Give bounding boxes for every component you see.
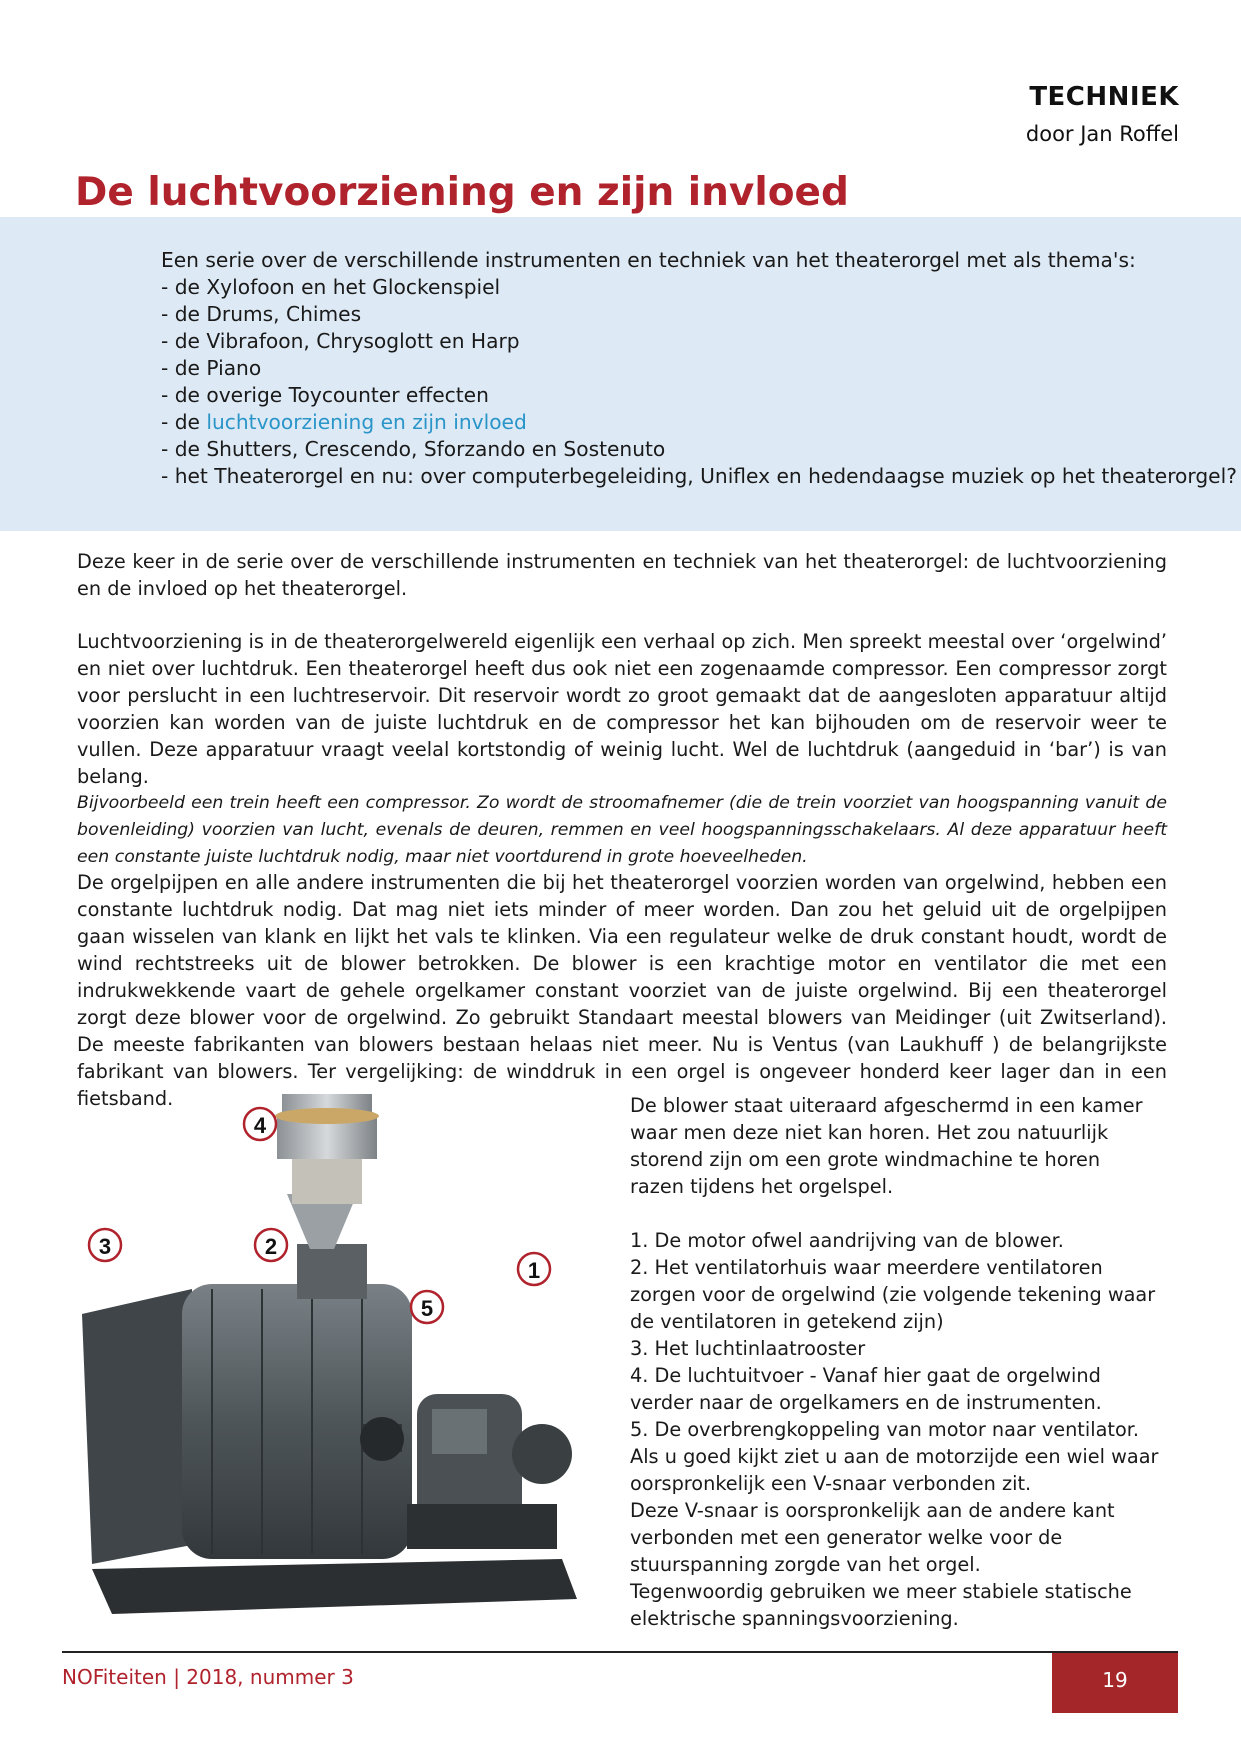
italic-example-note: Bijvoorbeeld een trein heeft een compressor. Zo wordt de stroomafnemer (die de trein voorziet van hoogspanning vanuit de bovenleiding) voorzien van lucht, evenals de deuren, remmen en veel hoogspanningsschakelaars. Al deze apparatuur heeft een constante juiste luchtdruk nodig, maar niet voortdurend in grote hoeveelheden.	[77, 793, 1167, 867]
blower-description-column	[630, 1092, 1160, 1632]
callout-marker-1	[518, 1253, 550, 1285]
body-paragraph-luchtvoorziening	[77, 628, 1167, 871]
series-item-current-label: luchtvoorziening en zijn invloed	[206, 410, 527, 434]
paragraph: Deze keer in de serie over de verschillende instrumenten en techniek van het theaterorgel: de luchtvoorziening en de invloed op het theaterorgel.	[77, 550, 1167, 600]
footer-publication: NOFiteiten | 2018, nummer 3	[62, 1665, 354, 1689]
article-title: De luchtvoorziening en zijn invloed	[75, 170, 849, 215]
series-intro-lead: Een serie over de verschillende instrumenten en techniek van het theaterorgel met als thema's:	[161, 248, 1136, 272]
body-paragraph-intro	[77, 548, 1167, 602]
callout-label: 3	[98, 1234, 112, 1259]
spacer	[630, 1200, 1160, 1227]
author-byline: door Jan Roffel	[1025, 122, 1179, 146]
series-item: - het Theaterorgel en nu: over computerbegeleiding, Uniflex en hedendaagse muziek op het theaterorgel?	[161, 464, 1237, 488]
callout-marker-5	[411, 1291, 443, 1323]
callout-marker-3	[89, 1229, 121, 1261]
series-item: - de Drums, Chimes	[161, 302, 362, 326]
page-number: 19	[1102, 1668, 1128, 1692]
series-item: - de Xylofoon en het Glockenspiel	[161, 275, 501, 299]
series-item: - de overige Toycounter effecten	[161, 383, 489, 407]
series-item-prefix: - de	[161, 410, 207, 434]
paragraph: De blower staat uiteraard afgeschermd in een kamer waar men deze niet kan horen. Het zou natuurlijk storend zijn om een grote windmachine te horen razen tijdens het orgelspel.	[630, 1094, 1143, 1198]
legend-item: 4. De luchtuitvoer - Vanaf hier gaat de orgelwind verder naar de orgelkamers en de instrumenten.	[630, 1364, 1102, 1414]
paragraph: Als u goed kijkt ziet u aan de motorzijde een wiel waar oorspronkelijk een V-snaar verbonden zit.	[630, 1445, 1159, 1495]
footer-divider	[62, 1651, 1178, 1653]
series-item: - de Vibrafoon, Chrysoglott en Harp	[161, 329, 520, 353]
legend-item: 1. De motor ofwel aandrijving van de blower.	[630, 1229, 1064, 1252]
callout-marker-2	[255, 1229, 287, 1261]
legend-item: 3. Het luchtinlaatrooster	[630, 1337, 866, 1360]
series-item-current	[161, 409, 1237, 436]
series-intro	[161, 247, 1237, 490]
legend-item: 2. Het ventilatorhuis waar meerdere ventilatoren zorgen voor de orgelwind (zie volgende tekening waar de ventilatoren in getekend zijn)	[630, 1256, 1156, 1333]
paragraph: Luchtvoorziening is in de theaterorgelwereld eigenlijk een verhaal op zich. Men spreekt meestal over ‘orgelwind’ en niet over luchtdruk. Een theaterorgel heeft dus ook niet een zogenaamde compressor. Een compressor zorgt voor perslucht in een luchtreservoir. Dit reservoir wordt zo groot gemaakt dat de aangesloten apparatuur altijd voorzien kan worden van de juiste luchtdruk en de compressor het kan bijhouden om de reservoir weer te vullen. Deze apparatuur vraagt veelal kortstondig of weinig lucht. Wel de luchtdruk (aangeduid in ‘bar’) is van belang.	[77, 630, 1167, 788]
series-item: - de Piano	[161, 356, 262, 380]
series-item: - de Shutters, Crescendo, Sforzando en Sostenuto	[161, 437, 666, 461]
callout-label: 4	[253, 1113, 267, 1138]
callout-label: 2	[264, 1234, 278, 1259]
callout-marker-4	[244, 1108, 276, 1140]
callout-label: 5	[420, 1296, 434, 1321]
blower-photo	[72, 1094, 612, 1634]
section-label: TECHNIEK	[1029, 82, 1179, 112]
legend-item: 5. De overbrengkoppeling van motor naar ventilator.	[630, 1418, 1140, 1441]
callout-label: 1	[527, 1258, 541, 1283]
blower-machine-drawing	[82, 1094, 577, 1614]
body-paragraph-orgelpijpen	[77, 869, 1167, 1112]
paragraph: Tegenwoordig gebruiken we meer stabiele statische elektrische spanningsvoorziening.	[630, 1580, 1132, 1630]
paragraph: Deze V-snaar is oorspronkelijk aan de andere kant verbonden met een generator welke voor de stuurspanning zorgde van het orgel.	[630, 1499, 1115, 1576]
paragraph: De orgelpijpen en alle andere instrumenten die bij het theaterorgel voorzien worden van orgelwind, hebben een constante luchtdruk nodig. Dat mag niet iets minder of meer worden. Dan zou het geluid uit de orgelpijpen gaan wisselen van klank en lijkt het vals te klinken. Via een regulateur welke de druk constant houdt, wordt de wind rechtstreeks uit de blower betrokken. De blower is een krachtige motor en ventilator die met een indrukwekkende vaart de gehele orgelkamer constant voorziet van de juiste orgelwind. Bij een theaterorgel zorgt deze blower voor de orgelwind. Zo gebruikt Standaart meestal blowers van Meidinger (uit Zwitserland). De meeste fabrikanten van blowers bestaan helaas niet meer. Nu is Ventus (van Laukhuff ) de belangrijkste fabrikant van blowers. Ter vergelijking: de winddruk in een orgel is ongeveer honderd keer lager dan in een fietsband.	[77, 871, 1167, 1110]
